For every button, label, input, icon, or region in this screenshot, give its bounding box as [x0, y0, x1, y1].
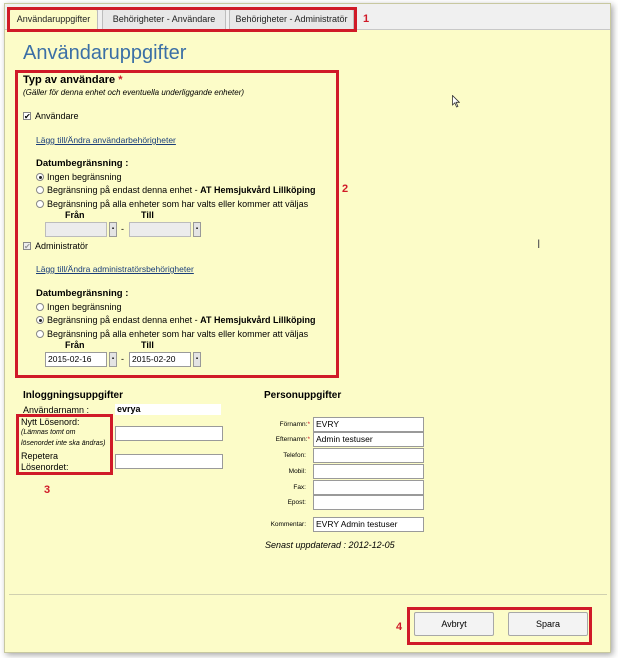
firstname-label: Förnamn:* — [279, 421, 310, 428]
calendar-icon[interactable]: ▪ — [109, 222, 117, 237]
fax-label: Fax: — [293, 484, 306, 491]
mouse-pointer-icon — [452, 95, 460, 108]
login-heading: Inloggningsuppgifter — [23, 390, 123, 401]
person-heading: Personuppgifter — [264, 390, 342, 401]
mobile-label: Mobil: — [288, 468, 306, 475]
tab-behorigheter-anvandare[interactable]: Behörigheter - Användare — [102, 9, 226, 30]
calendar-icon[interactable]: ▪ — [109, 352, 117, 367]
user-checkbox[interactable]: ✔ — [24, 112, 31, 121]
mobile-input[interactable] — [313, 464, 424, 479]
admin-to-label: Till — [141, 340, 154, 350]
edit-admin-permissions-link[interactable]: Lägg till/Ändra administratörsbehörigheter — [36, 264, 194, 274]
admin-option-all-units: Begränsning på alla enheter som har valts eller kommer att väljas — [47, 329, 309, 339]
annotation-number-4: 4 — [396, 621, 403, 633]
required-mark: * — [307, 421, 310, 428]
required-mark: * — [307, 436, 310, 443]
firstname-input[interactable]: EVRY — [313, 417, 424, 432]
last-updated-text: Senast uppdaterad : 2012-12-05 — [265, 540, 395, 550]
user-type-note: (Gäller för denna enhet och eventuella underliggande enheter) — [23, 88, 245, 97]
user-date-heading: Datumbegränsning : — [36, 158, 129, 169]
user-radio-this-unit[interactable] — [36, 186, 44, 194]
email-input[interactable] — [313, 495, 424, 510]
user-checkbox-label: Användare — [35, 111, 79, 121]
admin-option-no-limit: Ingen begränsning — [47, 302, 122, 312]
user-option-this-unit: Begränsning på endast denna enhet - AT Hemsjukvård Lillköping — [47, 185, 316, 195]
divider — [9, 594, 607, 595]
required-mark: * — [118, 74, 123, 86]
date-dash: - — [121, 224, 124, 234]
new-password-hint-line2: lösenordet inte ska ändras) — [21, 440, 106, 447]
lastname-label: Efternamn:* — [275, 436, 310, 443]
user-to-label: Till — [141, 210, 154, 220]
app-window — [4, 3, 611, 653]
admin-from-date-input[interactable]: 2015-02-16 — [45, 352, 107, 367]
annotation-number-1: 1 — [363, 13, 370, 25]
tab-behorigheter-administrator[interactable]: Behörigheter - Administratör — [229, 9, 354, 30]
fax-input[interactable] — [313, 480, 424, 495]
user-option-all-units: Begränsning på alla enheter som har valts eller kommer att väljas — [47, 199, 309, 209]
user-radio-no-limit[interactable] — [36, 173, 44, 181]
edit-user-permissions-link[interactable]: Lägg till/Ändra användarbehörigheter — [36, 135, 176, 145]
repeat-password-label-line1: Repetera — [21, 451, 59, 461]
admin-radio-this-unit[interactable] — [36, 316, 44, 324]
admin-radio-all-units[interactable] — [36, 330, 44, 338]
admin-radio-no-limit[interactable] — [36, 303, 44, 311]
annotation-box-1 — [7, 7, 357, 32]
date-dash: - — [121, 354, 124, 364]
admin-from-label: Från — [65, 340, 85, 350]
user-from-date-input[interactable] — [45, 222, 107, 237]
repeat-password-input[interactable] — [115, 454, 223, 469]
admin-option-this-unit: Begränsning på endast denna enhet - AT Hemsjukvård Lillköping — [47, 315, 316, 325]
comment-label: Kommentar: — [270, 521, 306, 528]
admin-date-heading: Datumbegränsning : — [36, 288, 129, 299]
calendar-icon[interactable]: ▪ — [193, 222, 201, 237]
email-label: Epost: — [287, 499, 306, 506]
calendar-icon[interactable]: ▪ — [193, 352, 201, 367]
save-button[interactable]: Spara — [508, 612, 588, 636]
text-cursor-icon: I — [537, 237, 541, 251]
new-password-hint-line1: (Lämnas tomt om — [21, 429, 76, 436]
username-value: evrya — [115, 404, 221, 415]
comment-input[interactable]: EVRY Admin testuser — [313, 517, 424, 532]
new-password-label: Nytt Lösenord: — [21, 417, 80, 427]
admin-checkbox-label: Administratör — [35, 241, 89, 251]
user-to-date-input[interactable] — [129, 222, 191, 237]
lastname-input[interactable]: Admin testuser — [313, 432, 424, 447]
page-title: Användaruppgifter — [23, 42, 187, 64]
annotation-number-2: 2 — [342, 183, 349, 195]
user-from-label: Från — [65, 210, 85, 220]
phone-label: Telefon: — [283, 452, 306, 459]
admin-checkbox[interactable]: ✔ — [24, 242, 31, 251]
annotation-number-3: 3 — [44, 484, 51, 496]
admin-to-date-input[interactable]: 2015-02-20 — [129, 352, 191, 367]
phone-input[interactable] — [313, 448, 424, 463]
user-radio-all-units[interactable] — [36, 200, 44, 208]
cancel-button[interactable]: Avbryt — [414, 612, 494, 636]
username-label: Användarnamn : — [23, 405, 90, 415]
user-type-heading: Typ av användare * — [23, 74, 123, 86]
repeat-password-label-line2: Lösenordet: — [21, 462, 69, 472]
user-option-no-limit: Ingen begränsning — [47, 172, 122, 182]
new-password-input[interactable] — [115, 426, 223, 441]
tab-anvandaruppgifter[interactable]: Användaruppgifter — [9, 9, 98, 31]
